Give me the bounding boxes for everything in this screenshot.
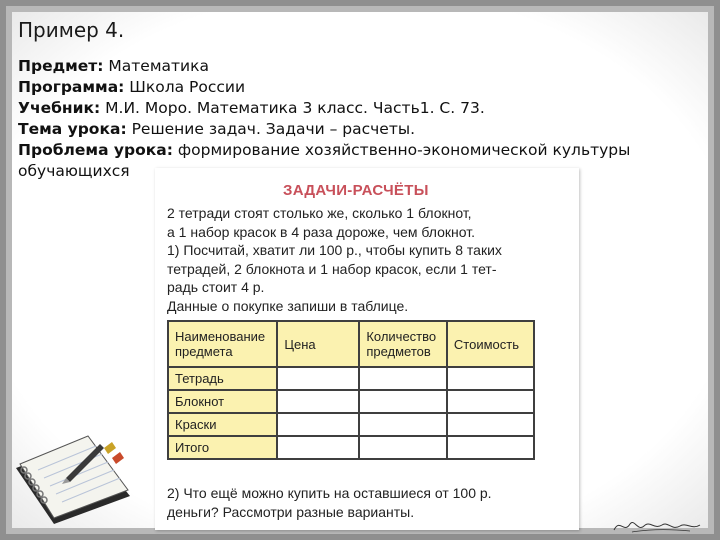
- table-cell: [359, 413, 447, 436]
- notebook-pen-icon: [8, 418, 138, 534]
- table-row: [168, 390, 534, 413]
- info-program: [18, 77, 708, 98]
- textbook-page: [155, 168, 579, 530]
- task-line: Данные о покупке запиши в таблице.: [167, 297, 409, 314]
- task-text: [167, 204, 567, 315]
- table-header-row: [168, 321, 534, 367]
- table-cell: [447, 436, 534, 459]
- table-cell: [277, 390, 359, 413]
- table-row: [168, 413, 534, 436]
- table-row: [168, 436, 534, 459]
- table-cell: [277, 436, 359, 459]
- info-label: Предмет:: [18, 57, 104, 75]
- table-cell: [359, 367, 447, 390]
- row-label: Краски: [168, 413, 277, 436]
- info-label: Проблема урока:: [18, 141, 173, 159]
- info-textbook: [18, 98, 708, 119]
- info-topic: [18, 119, 708, 140]
- info-continuation: обучающихся: [18, 162, 130, 180]
- info-value: Математика: [103, 57, 209, 75]
- textbook-heading: ЗАДАЧИ-РАСЧЁТЫ: [283, 182, 429, 199]
- table-cell: [447, 367, 534, 390]
- row-label: Итого: [168, 436, 277, 459]
- info-subject: [18, 56, 708, 77]
- task-line: тетрадей, 2 блокнота и 1 набор красок, если 1 тет-: [167, 260, 497, 277]
- question-line: 2) Что ещё можно купить на оставшиеся от 100 р.: [167, 485, 492, 501]
- table-row: [168, 367, 534, 390]
- info-label: Тема урока:: [18, 120, 127, 138]
- task-line: а 1 набор красок в 4 раза дороже, чем блокнот.: [167, 223, 475, 240]
- info-value: М.И. Моро. Математика 3 класс. Часть1. С. 73.: [100, 99, 485, 117]
- task-line: 1) Посчитай, хватит ли 100 р., чтобы купить 8 таких: [167, 242, 502, 258]
- signature-icon: [610, 516, 710, 536]
- slide-title: Пример 4.: [18, 18, 125, 42]
- row-label: Блокнот: [168, 390, 277, 413]
- question-2: [167, 484, 567, 522]
- info-value: формирование хозяйственно-экономической культуры: [172, 141, 631, 159]
- col-header-item: Наименование предмета: [168, 321, 277, 367]
- table-cell: [359, 390, 447, 413]
- table-cell: [447, 390, 534, 413]
- col-header-quantity: Количество предметов: [359, 321, 447, 367]
- table-cell: [277, 413, 359, 436]
- question-line: деньги? Рассмотри разные варианты.: [167, 504, 415, 520]
- row-label: Тетрадь: [168, 367, 277, 390]
- col-header-price: Цена: [277, 321, 359, 367]
- purchase-table: [167, 320, 535, 460]
- task-line: 2 тетради стоят столько же, сколько 1 блокнот,: [167, 205, 472, 221]
- info-value: Решение задач. Задачи – расчеты.: [126, 120, 416, 138]
- info-value: Школа России: [124, 78, 246, 96]
- table-cell: [359, 436, 447, 459]
- info-label: Учебник:: [18, 99, 101, 117]
- col-header-cost: Стоимость: [447, 321, 534, 367]
- info-label: Программа:: [18, 78, 125, 96]
- table-cell: [447, 413, 534, 436]
- table-cell: [277, 367, 359, 390]
- lesson-info: [18, 56, 708, 182]
- task-line: радь стоит 4 р.: [167, 279, 265, 295]
